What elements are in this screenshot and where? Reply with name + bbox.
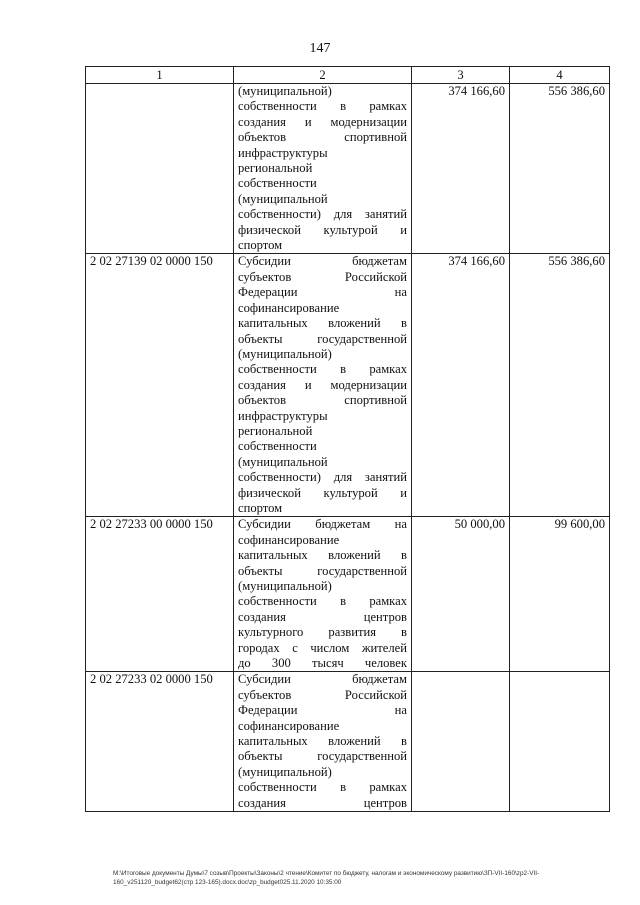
description-line [238,378,407,393]
description-line [238,672,407,687]
page-number: 147 [309,41,331,56]
description-line [238,564,407,579]
description-word: в [340,780,347,795]
description-word: инфраструктуры [238,408,328,423]
description-line [238,470,407,485]
description-word: софинансирование [238,300,340,315]
description-word: физической [238,485,301,500]
amount-column-4-cell [510,672,610,812]
amount-column-3-cell: 374 166,60 [412,254,510,517]
description-line [238,765,407,780]
description-word: Субсидии [238,254,291,269]
description-word: спортивной [344,130,407,145]
description-word: собственности [238,439,317,454]
description-word: софинансирование [238,718,340,733]
description-line [238,393,407,408]
description-word: модернизации [330,114,407,129]
description-word: с [292,640,298,655]
description-word: центров [363,795,407,810]
amount-column-3-cell: 50 000,00 [412,517,510,672]
budget-code-cell: 2 02 27233 00 0000 150 [86,517,234,672]
amount-column-4-cell: 556 386,60 [510,254,610,517]
description-word: субъектов [238,269,292,284]
description-word: и [400,222,407,237]
description-word: Российской [344,269,407,284]
description-word: занятий [364,470,407,485]
description-line [238,254,407,269]
amount-column-4-cell: 556 386,60 [510,84,610,254]
description-word: до [238,656,251,671]
description-word: бюджетам [315,517,371,532]
description-line [238,347,407,362]
description-word: в [401,316,407,331]
description-word: рамках [369,362,407,377]
description-word: модернизации [330,377,407,392]
description-word: собственности [238,362,317,377]
description-word: инфраструктуры [238,145,328,160]
description-cell [234,254,412,517]
description-word: занятий [364,207,407,222]
description-word: региональной [238,161,313,176]
description-word: собственности [238,780,317,795]
description-word: в [340,594,347,609]
description-line [238,362,407,377]
description-word: спортом [238,238,283,253]
description-line [238,270,407,285]
description-line [238,223,407,238]
description-line [238,84,407,99]
description-line [238,238,407,253]
description-word: государственной [317,331,407,346]
description-word: и [400,485,407,500]
amount-column-4-cell: 99 600,00 [510,517,610,672]
description-word: создания [238,609,286,624]
table-row [86,84,610,254]
description-word: рамках [369,99,407,114]
description-line [238,316,407,331]
description-word: бюджетам [352,254,407,269]
description-word: (муниципальной) [238,84,332,98]
description-line [238,455,407,470]
description-word: объектов [238,130,287,145]
description-word: Российской [344,687,407,702]
column-header-3: 3 [412,67,510,84]
description-word: развития [328,625,376,640]
description-word: 300 [271,656,291,671]
budget-code-cell [86,84,234,254]
description-word: региональной [238,423,313,438]
description-word: вложений [328,734,381,749]
table-row [86,254,610,517]
description-line [238,749,407,764]
description-word: создания [238,114,286,129]
description-word: в [401,548,407,563]
description-word: культурой [323,485,378,500]
amount-column-3-cell: 374 166,60 [412,84,510,254]
description-line [238,501,407,516]
description-word: в [401,734,407,749]
description-word: на [394,285,407,300]
description-word: спортивной [344,393,407,408]
description-word: в [340,362,347,377]
description-word: в [401,625,407,640]
description-line [238,719,407,734]
description-line [238,99,407,114]
description-word: софинансирование [238,532,340,547]
description-word: капитальных [238,734,308,749]
description-word: жителей [361,640,407,655]
description-word: капитальных [238,548,308,563]
description-line [238,594,407,609]
column-header-2: 2 [234,67,412,84]
description-word: на [394,703,407,718]
description-line [238,439,407,454]
description-line [238,332,407,347]
description-word: тысяч [312,656,344,671]
budget-table [85,66,610,812]
description-cell [234,672,412,812]
description-line [238,579,407,594]
description-cell [234,84,412,254]
description-line [238,161,407,176]
footer-line-2: 160_v251120_budget62(стр 123-165).docx.doc\zp_budget025.11.2020 10:35:00 [113,879,342,886]
description-line [238,533,407,548]
description-line [238,688,407,703]
description-line [238,207,407,222]
description-word: (муниципальной) [238,579,332,593]
table-row [86,517,610,672]
description-line [238,486,407,501]
description-word: Субсидии [238,517,291,532]
description-line [238,409,407,424]
description-word: Субсидии [238,672,291,687]
description-word: объекты [238,563,283,578]
description-word: вложений [328,316,381,331]
table-header-row [86,67,610,84]
description-word: числом [310,640,350,655]
description-word: собственности [238,594,317,609]
description-line [238,192,407,207]
description-word: на [394,517,407,532]
description-word: собственности [238,99,317,114]
description-word: культурой [323,222,378,237]
column-header-1: 1 [86,67,234,84]
description-line [238,301,407,316]
description-word: субъектов [238,687,292,702]
description-line [238,115,407,130]
description-word: вложений [328,548,381,563]
description-word: объекты [238,749,283,764]
description-word: и [304,114,312,129]
description-word: центров [363,609,407,624]
description-word: объекты [238,331,283,346]
description-line [238,796,407,811]
description-word: Федерации [238,703,298,718]
description-word: создания [238,795,286,810]
description-word: человек [364,656,407,671]
description-word: культурного [238,625,304,640]
description-word: собственности) [238,470,321,485]
table-body [86,84,610,812]
description-line [238,656,407,671]
description-line [238,130,407,145]
description-line [238,285,407,300]
description-word: государственной [317,563,407,578]
description-cell [234,517,412,672]
budget-code-cell: 2 02 27233 02 0000 150 [86,672,234,812]
description-word: и [304,377,312,392]
description-word: рамках [369,780,407,795]
description-word: государственной [317,749,407,764]
description-line [238,424,407,439]
description-word: городах [238,640,280,655]
description-word: бюджетам [352,672,407,687]
description-word: рамках [369,594,407,609]
description-line [238,734,407,749]
budget-code-cell: 2 02 27139 02 0000 150 [86,254,234,517]
description-line [238,548,407,563]
description-word: для [333,470,353,485]
description-line [238,610,407,625]
description-word: Федерации [238,285,298,300]
description-word: капитальных [238,316,308,331]
description-word: (муниципальной) [238,764,332,779]
description-word: (муниципальной) [238,346,332,361]
amount-column-3-cell [412,672,510,812]
description-word: объектов [238,393,287,408]
description-word: в [340,99,347,114]
description-line [238,625,407,640]
description-line [238,517,407,532]
description-word: создания [238,377,286,392]
description-word: (муниципальной [238,191,328,206]
file-path-footer [113,869,633,887]
description-line [238,780,407,795]
description-word: для [333,207,353,222]
column-header-4: 4 [510,67,610,84]
description-line [238,703,407,718]
table-row [86,672,610,812]
footer-line-1: M:\Итоговые документы Думы\7 созыв\Проекты\Законы\2 чтение\Комитет по бюджету, налогам и экономическому развитию\ЗП-VII-160\zp2-VII- [113,870,540,877]
description-word: собственности [238,176,317,191]
description-word: физической [238,222,301,237]
description-line [238,641,407,656]
description-word: (муниципальной [238,454,328,469]
description-word: спортом [238,500,283,515]
description-word: собственности) [238,207,321,222]
description-line [238,176,407,191]
description-line [238,146,407,161]
